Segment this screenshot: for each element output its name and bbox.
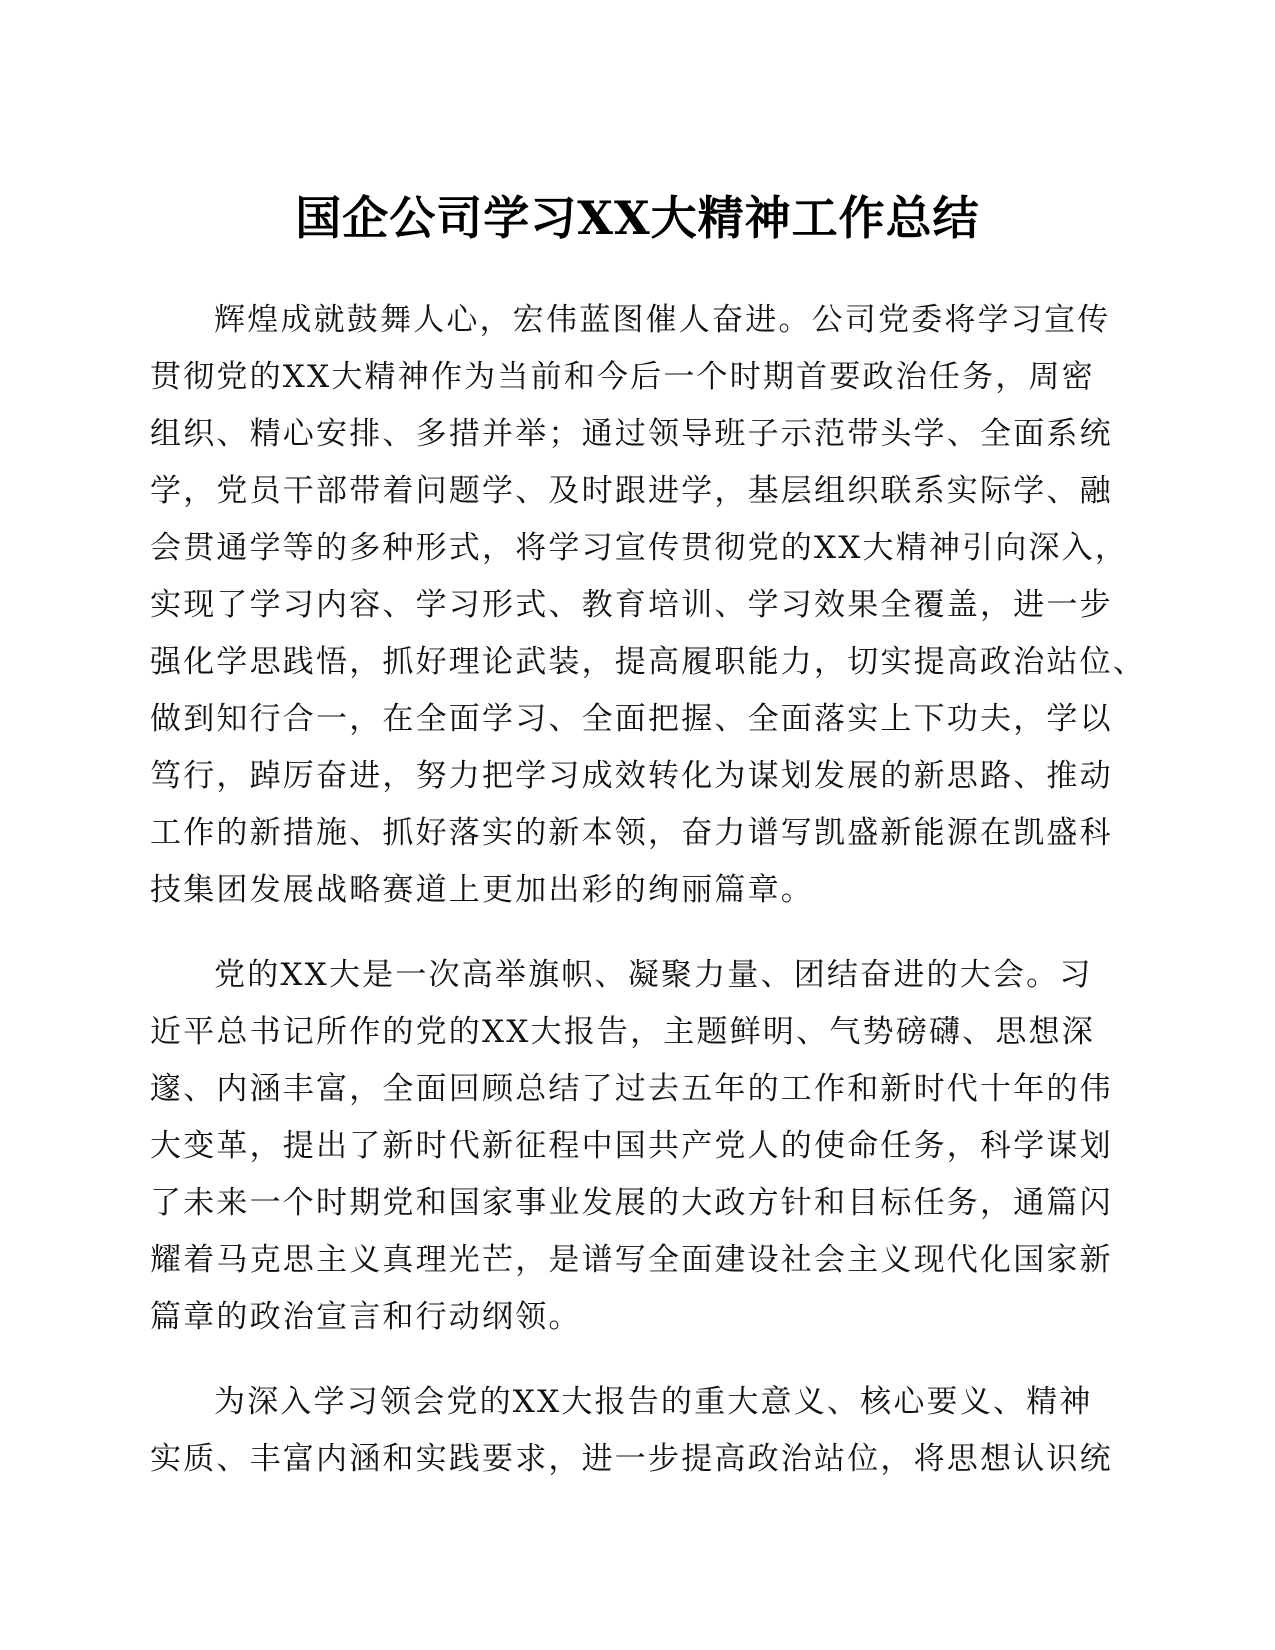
paragraph bbox=[150, 947, 1115, 1346]
paragraph-line: 篇章的政治宣言和行动纲领。 bbox=[150, 1299, 582, 1335]
paragraph-line: 实质、丰富内涵和实践要求，进一步提高政治站位，将思想认识统 bbox=[150, 1441, 1113, 1477]
paragraph bbox=[150, 292, 1146, 919]
paragraph-line: 邃、内涵丰富，全面回顾总结了过去五年的工作和新时代十年的伟 bbox=[150, 1071, 1113, 1107]
paragraph-line: 技集团发展战略赛道上更加出彩的绚丽篇章。 bbox=[150, 872, 814, 908]
paragraph-line: 贯彻党的XX大精神作为当前和今后一个时期首要政治任务，周密 bbox=[150, 359, 1095, 395]
paragraph bbox=[150, 1374, 1115, 1488]
document-title: 国企公司学习XX大精神工作总结 bbox=[295, 191, 980, 245]
paragraph-line: 会贯通学等的多种形式，将学习宣传贯彻党的XX大精神引向深入， bbox=[150, 530, 1129, 566]
paragraph-line: 党的XX大是一次高举旗帜、凝聚力量、团结奋进的大会。习 bbox=[214, 957, 1093, 993]
paragraph-line: 实现了学习内容、学习形式、教育培训、学习效果全覆盖，进一步 bbox=[150, 587, 1113, 623]
paragraph-line: 了未来一个时期党和国家事业发展的大政方针和目标任务，通篇闪 bbox=[150, 1185, 1113, 1221]
paragraph-line: 工作的新措施、抓好落实的新本领，奋力谱写凯盛新能源在凯盛科 bbox=[150, 815, 1113, 851]
paragraph-line: 学，党员干部带着问题学、及时跟进学，基层组织联系实际学、融 bbox=[150, 473, 1113, 509]
paragraph-line: 大变革，提出了新时代新征程中国共产党人的使命任务，科学谋划 bbox=[150, 1128, 1113, 1164]
paragraph-line: 耀着马克思主义真理光芒，是谱写全面建设社会主义现代化国家新 bbox=[150, 1242, 1113, 1278]
paragraph-line: 为深入学习领会党的XX大报告的重大意义、核心要义、精神 bbox=[214, 1384, 1093, 1420]
paragraph-line: 辉煌成就鼓舞人心，宏伟蓝图催人奋进。公司党委将学习宣传 bbox=[214, 302, 1111, 338]
paragraph-line: 做到知行合一，在全面学习、全面把握、全面落实上下功夫，学以 bbox=[150, 701, 1113, 737]
paragraph-line: 组织、精心安排、多措并举；通过领导班子示范带头学、全面系统 bbox=[150, 416, 1113, 452]
paragraph-line: 笃行，踔厉奋进，努力把学习成效转化为谋划发展的新思路、推动 bbox=[150, 758, 1113, 794]
paragraph-line: 强化学思践悟，抓好理论武装，提高履职能力，切实提高政治站位、 bbox=[150, 644, 1146, 680]
paragraph-line: 近平总书记所作的党的XX大报告，主题鲜明、气势磅礴、思想深 bbox=[150, 1014, 1095, 1050]
document-body bbox=[150, 292, 1146, 1516]
